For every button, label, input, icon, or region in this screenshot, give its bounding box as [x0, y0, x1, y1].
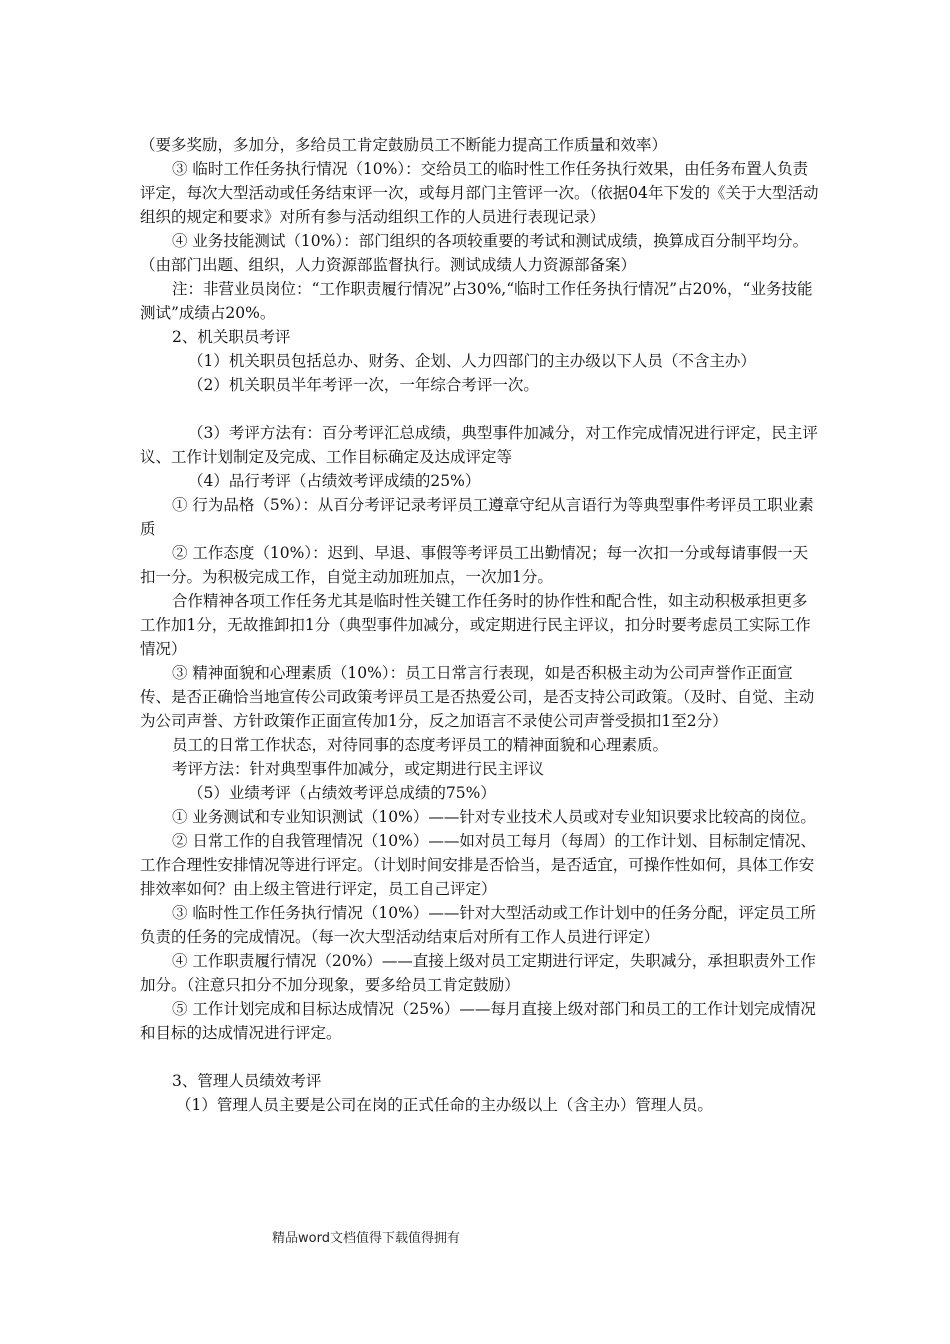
paragraph-manager-scope: （1）管理人员主要是公司在岗的正式任命的主办级以上（含主办）管理人员。 — [176, 1096, 713, 1114]
paragraph-temp-task-exec: ③ 临时性工作任务执行情况（10%）——针对大型活动或工作计划中的任务分配，评定员工所负责的任务的完成情况。（每一次大型活动结束后对所有工作人员进行评定） — [140, 904, 816, 946]
document-body — [140, 133, 820, 1117]
paragraph-performance-heading: （5）业绩考评（占绩效考评总成绩的75%） — [188, 784, 496, 802]
paragraph-methods: （3）考评方法有：百分考评汇总成绩，典型事件加减分，对工作完成情况进行评定，民主评议、工作计划制定及完成、工作目标确定及达成评定等 — [140, 424, 818, 466]
paragraph-daily-state: 员工的日常工作状态，对待同事的态度考评员工的精神面貌和心理素质。 — [172, 736, 669, 754]
paragraph-knowledge-test: ① 业务测试和专业知识测试（10%）——针对专业技术人员或对专业知识要求比较高的岗位。 — [172, 808, 816, 826]
paragraph-encourage: （要多奖励，多加分，多给员工肯定鼓励员工不断能力提高工作质量和效率） — [140, 136, 668, 154]
paragraph-plan-goal: ⑤ 工作计划完成和目标达成情况（25%）——每月直接上级对部门和员工的工作计划完成情况和目标的达成情况进行评定。 — [140, 1000, 816, 1042]
paragraph-staff-frequency: （2）机关职员半年考评一次，一年综合考评一次。 — [188, 376, 539, 394]
section-heading-2: 2、机关职员考评 — [172, 328, 291, 346]
blank-line — [140, 1045, 820, 1069]
paragraph-note: 注：非营业员岗位：“工作职责履行情况”占30%,“临时工作任务执行情况”占20%，“业务技能测试”成绩占20%。 — [140, 280, 813, 322]
paragraph-self-management: ② 日常工作的自我管理情况（10%）——如对员工每月（每周）的工作计划、目标制定情况、工作合理性安排情况等进行评定。（计划时间安排是否恰当，是否适宜，可操作性如何，具体工作安排效率如何？由上级主管进行评定，员工自己评定） — [140, 832, 816, 898]
paragraph-skill-test: ④ 业务技能测试（10%）：部门组织的各项较重要的考试和测试成绩，换算成百分制平均分。（由部门出题、组织，人力资源部监督执行。测试成绩人力资源部备案） — [140, 232, 809, 274]
section-heading-3: 3、管理人员绩效考评 — [172, 1072, 322, 1090]
paragraph-conduct-heading: （4）品行考评（占绩效考评成绩的25%） — [188, 472, 481, 490]
paragraph-teamwork: 合作精神各项工作任务尤其是临时性关键工作任务时的协作性和配合性，如主动积极承担更多工作加1分，无故推卸扣1分（典型事件加减分，或定期进行民主评议，扣分时要考虑员工实际工作情况） — [140, 592, 811, 658]
paragraph-duty: ④ 工作职责履行情况（20%）——直接上级对员工定期进行评定，失职减分，承担职责外工作加分。（注意只扣分不加分现象，要多给员工肯定鼓励） — [140, 952, 816, 994]
paragraph-spirit: ③ 精神面貌和心理素质（10%）：员工日常言行表现，如是否积极主动为公司声誉作正面宣传、是否正确恰当地宣传公司政策考评员工是否热爱公司，是否支持公司政策。（及时、自觉、主动为公司声誉、方针政策作正面宣传加1分，反之加语言不录使公司声誉受损扣1至2分） — [140, 664, 815, 730]
paragraph-behavior: ① 行为品格（5%）：从百分考评记录考评员工遵章守纪从言语行为等典型事件考评员工职业素质 — [140, 496, 814, 538]
paragraph-staff-scope: （1）机关职员包括总办、财务、企划、人力四部门的主办级以下人员（不含主办） — [188, 352, 756, 370]
page-footer: 精品word文档值得下载值得拥有 — [272, 1231, 460, 1246]
paragraph-temp-task: ③ 临时工作任务执行情况（10%）：交给员工的临时性工作任务执行效果，由任务布置人负责评定，每次大型活动或任务结束评一次，或每月部门主管评一次。（依据04年下发的《关于大型活动组织的规定和要求》对所有参与活动组织工作的人员进行表现记录） — [140, 160, 819, 226]
blank-line — [140, 397, 820, 421]
paragraph-attitude: ② 工作态度（10%）：迟到、早退、事假等考评员工出勤情况；每一次扣一分或每请事假一天扣一分。为积极完成工作，自觉主动加班加点，一次加1分。 — [140, 544, 809, 586]
paragraph-eval-method: 考评方法：针对典型事件加减分，或定期进行民主评议 — [172, 760, 545, 778]
